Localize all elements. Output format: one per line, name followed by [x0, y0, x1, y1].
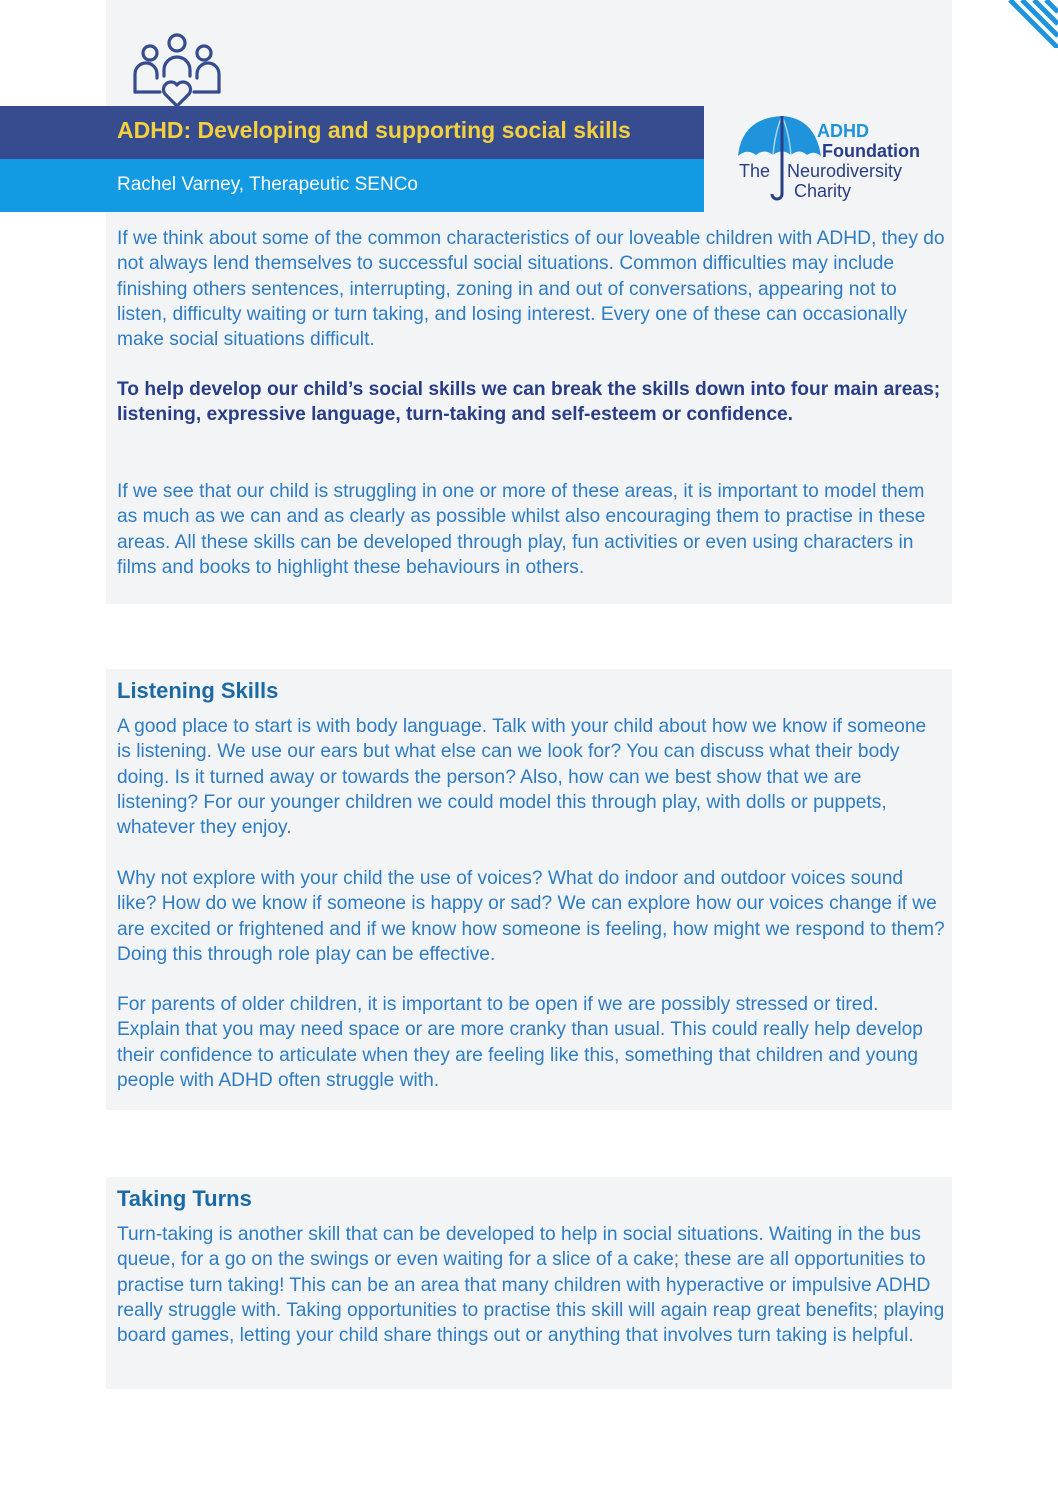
turns-heading: Taking Turns	[117, 1186, 252, 1211]
logo-foundation-text: Foundation	[822, 141, 920, 161]
intro-paragraph-1: If we think about some of the common characteristics of our loveable children with ADHD, they do not always lend themselves to successful social situations. Common difficulties may include finishing others sentences, interrupting, zoning in and out of conversations, appearing not to listen, difficulty waiting or turn taking, and losing interest. Every one of these can occasionally make social situations difficult.	[117, 228, 945, 351]
title-bar	[0, 106, 704, 159]
author-line: Rachel Varney, Therapeutic SENCo	[117, 174, 418, 195]
page-title: ADHD: Developing and supporting social skills	[117, 117, 631, 143]
author-bar	[0, 159, 704, 212]
turns-paragraph-1: Turn-taking is another skill that can be developed to help in social situations. Waiting in the bus queue, for a go on the swings or even waiting for a slice of a cake; these are all opportunities to practise turn taking! This can be an area that many children with hyperactive or impulsive ADHD really struggle with. Taking opportunities to practise this skill will again reap great benefits; playing board games, letting your child share things out or anything that involves turn taking is helpful.	[117, 1224, 945, 1347]
intro-paragraph-2: To help develop our child’s social skills we can break the skills down into four main areas; listening, expressive language, turn-taking and self-esteem or confidence.	[117, 379, 941, 426]
intro-paragraph-3: If we see that our child is struggling in one or more of these areas, it is important to model them as much as we can and as clearly as possible whilst also encouraging them to practise in these areas. All these skills can be developed through play, fun activities or even using characters in films and books to highlight these behaviours in others.	[117, 481, 926, 578]
listening-paragraph-3: For parents of older children, it is important to be open if we are possibly stressed or tired. Explain that you may need space or are more cranky than usual. This could really help develop their confidence to articulate when they are feeling like this, something that children and young people with ADHD often struggle with.	[117, 994, 923, 1091]
logo-charity-text: Charity	[794, 181, 852, 201]
logo-neurodiversity-text: Neurodiversity	[787, 161, 903, 181]
logo-adhd-text: ADHD	[817, 121, 869, 141]
listening-paragraph-1: A good place to start is with body language. Talk with your child about how we know if someone is listening. We use our ears but what else can we look for? You can discuss what their body doing. Is it turned away or towards the person? Also, how can we best show that we are listening? For our younger children we could model this through play, with dolls or puppets, whatever they enjoy.	[117, 716, 927, 839]
listening-paragraph-2: Why not explore with your child the use of voices? What do indoor and outdoor voices sound like? How do we know if someone is happy or sad? We can explore how our voices change if we are excited or frightened and if we know how someone is feeling, how might we respond to them? Doing this through role play can be effective.	[117, 868, 945, 965]
diagonal-stripes-decoration	[1008, 0, 1058, 48]
people-heart-icon	[130, 32, 224, 108]
listening-heading: Listening Skills	[117, 678, 279, 703]
logo-the-text: The	[739, 161, 771, 181]
